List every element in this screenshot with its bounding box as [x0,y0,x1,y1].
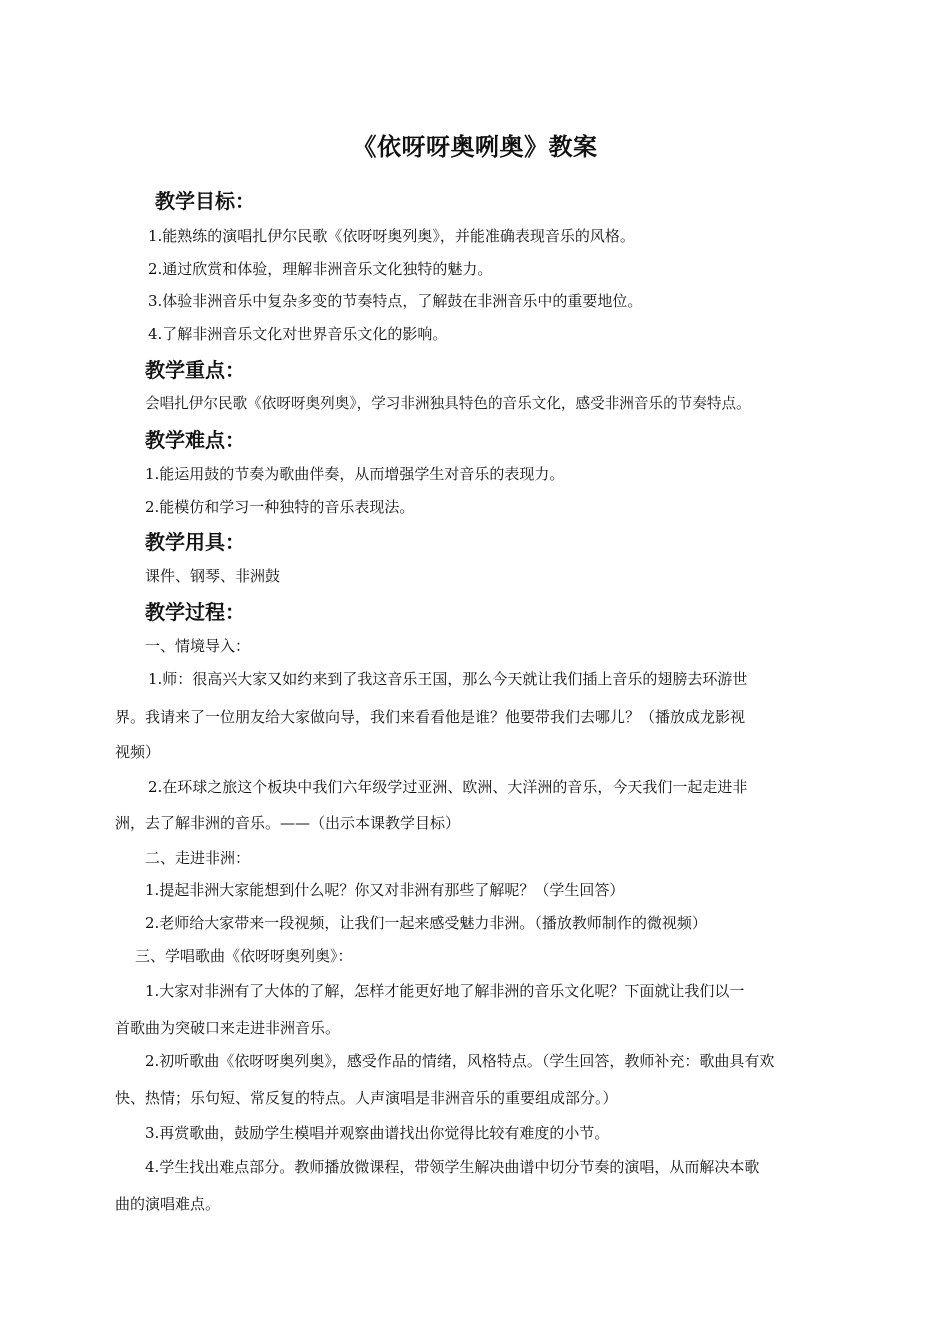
section-title: 三、学唱歌曲《依呀呀奥列奥》： [135,947,353,965]
objective-item: 3.体验非洲音乐中复杂多变的节奏特点，了解鼓在非洲音乐中的重要地位。 [148,292,643,310]
paragraph-line: 快、热情；乐句短、常反复的特点。人声演唱是非洲音乐的重要组成部分。） [115,1089,618,1107]
paragraph-line: 首歌曲为突破口来走进非洲音乐。 [115,1019,341,1037]
paragraph-line: 4.学生找出难点部分。教师播放微课程，带领学生解决曲谱中切分节奏的演唱，从而解决本歌 [145,1158,760,1176]
paragraph-line: 2.初听歌曲《依呀呀奥列奥》，感受作品的情绪，风格特点。（学生回答，教师补充：歌曲具有欢 [145,1052,775,1070]
objective-item: 2.通过欣赏和体验，理解非洲音乐文化独特的魅力。 [148,260,493,278]
paragraph-line: 1.大家对非洲有了大体的了解，怎样才能更好地了解非洲的音乐文化呢？下面就让我们以一 [145,982,745,1000]
paragraph-line: 1.师：很高兴大家又如约来到了我这音乐王国，那么今天就让我们插上音乐的翅膀去环游世 [148,670,748,688]
difficulty-item: 1.能运用鼓的节奏为歌曲伴奏，从而增强学生对音乐的表现力。 [145,465,565,483]
paragraph-line: 洲，去了解非洲的音乐。——（出示本课教学目标） [115,814,461,832]
tools-heading: 教学用具： [145,530,245,554]
process-heading: 教学过程： [145,600,245,624]
paragraph-line: 3.再赏歌曲，鼓励学生模唱并观察曲谱找出你觉得比较有难度的小节。 [145,1124,610,1142]
paragraph-line: 1.提起非洲大家能想到什么呢？你又对非洲有那些了解呢？（学生回答） [145,881,625,899]
paragraph-line: 视频） [115,743,161,761]
key-points-heading: 教学重点： [145,358,245,382]
section-title: 二、走进非洲： [145,849,251,867]
difficulties-heading: 教学难点： [145,428,245,452]
paragraph-line: 2.老师给大家带来一段视频，让我们一起来感受魅力非洲。（播放教师制作的微视频） [145,914,707,932]
objective-item: 4.了解非洲音乐文化对世界音乐文化的影响。 [148,325,448,343]
key-points-text: 会唱扎伊尔民歌《依呀呀奥列奥》，学习非洲独具特色的音乐文化，感受非洲音乐的节奏特点。 [145,395,751,412]
paragraph-line: 曲的演唱难点。 [115,1195,221,1213]
paragraph-line: 界。我请来了一位朋友给大家做向导，我们来看看他是谁？他要带我们去哪儿？（播放成龙影视 [115,708,746,726]
document-title: 《依呀呀奥咧奥》教案 [352,133,598,161]
paragraph-line: 2.在环球之旅这个板块中我们六年级学过亚洲、欧洲、大洋洲的音乐，今天我们一起走进非 [148,778,748,796]
section-title: 一、情境导入： [145,637,251,655]
tools-text: 课件、钢琴、非洲鼓 [145,567,281,585]
objectives-heading: 教学目标： [155,189,255,213]
objective-item: 1.能熟练的演唱扎伊尔民歌《依呀呀奥列奥》，并能准确表现音乐的风格。 [148,227,635,245]
difficulty-item: 2.能模仿和学习一种独特的音乐表现法。 [145,498,415,516]
